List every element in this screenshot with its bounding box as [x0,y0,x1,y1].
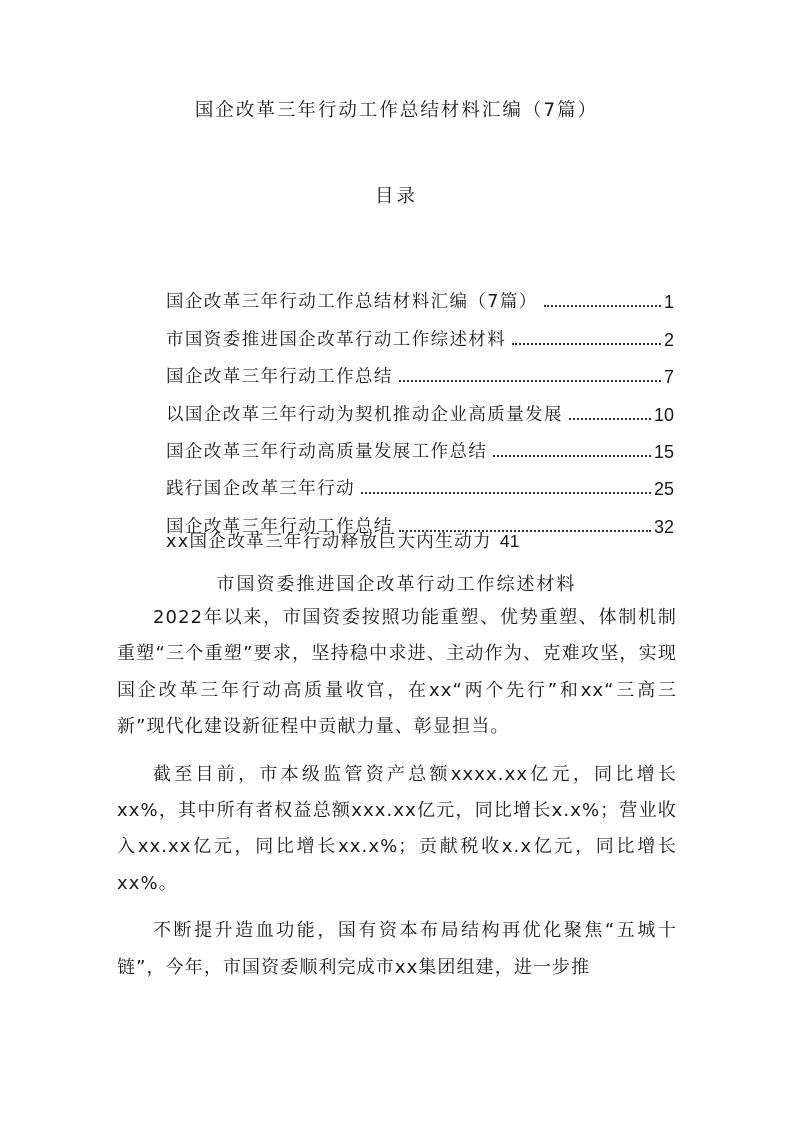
body-paragraph: 2022年以来，市国资委按照功能重塑、优势重塑、体制机制重塑“三个重塑”要求，坚持稳中求进、主动作为、克难攻坚，实现国企改革三年行动高质量收官，在xx“两个先行”和xx“三高三新”现代化建设新征程中贡献力量、彰显担当。 [117,607,677,738]
article-body [117,600,677,997]
body-paragraph: 不断提升造血功能，国有资本布局结构再优化聚焦“五城十链”，今年，市国资委顺利完成市xx集团组建，进一步推 [117,920,677,978]
toc-entry-page: 32 [653,516,674,537]
toc-leader-dots [399,380,661,382]
toc-entry-page: 2 [663,329,674,350]
toc-heading: 目录 [374,186,418,207]
toc-entry[interactable] [166,276,674,313]
toc-leader-dots [569,418,651,420]
toc-leader-dots [512,343,661,345]
toc-entry-label: xx国企改革三年行动释放巨大内生动力 [166,532,492,552]
toc-entry-page: 15 [653,441,674,462]
toc-entry-label: 以国企改革三年行动为契机推动企业高质量发展 [166,404,563,425]
toc-entry-label: 国企改革三年行动工作总结 [166,516,393,537]
toc-entry-page: 41 [499,531,520,551]
toc-leader-dots [544,305,661,307]
toc-entry-last[interactable] [166,528,519,553]
toc-entry-page: 25 [653,479,674,500]
toc-entry[interactable] [166,313,674,350]
toc-entry-label: 国企改革三年行动高质量发展工作总结 [166,441,488,462]
toc-leader-dots [361,492,651,494]
toc-entry-label: 国企改革三年行动工作总结材料汇编（7篇） [166,292,538,313]
toc-entry-label: 践行国企改革三年行动 [166,479,355,500]
body-paragraph: 截至目前，市本级监管资产总额xxxx.xx亿元，同比增长xx%，其中所有者权益总额xxx.xx亿元，同比增长x.x%；营业收入xx.xx亿元，同比增长xx.x%；贡献税收x.x亿元，同比增长xx%。 [117,763,677,894]
toc-entry-label: 国企改革三年行动工作总结 [166,367,393,388]
toc-entry[interactable] [166,463,674,500]
toc-entry[interactable] [166,351,674,388]
toc-leader-dots [493,455,651,457]
toc-entry[interactable] [166,388,674,425]
table-of-contents [166,276,674,538]
toc-entry-page: 10 [653,404,674,425]
article-title: 市国资委推进国企改革行动工作综述材料 [216,574,577,595]
toc-entry[interactable] [166,426,674,463]
toc-entry-page: 1 [663,292,674,313]
document-title: 国企改革三年行动工作总结材料汇编（7篇） [194,100,599,121]
toc-entry-page: 7 [663,367,674,388]
toc-entry-label: 市国资委推进国企改革行动工作综述材料 [166,329,507,350]
